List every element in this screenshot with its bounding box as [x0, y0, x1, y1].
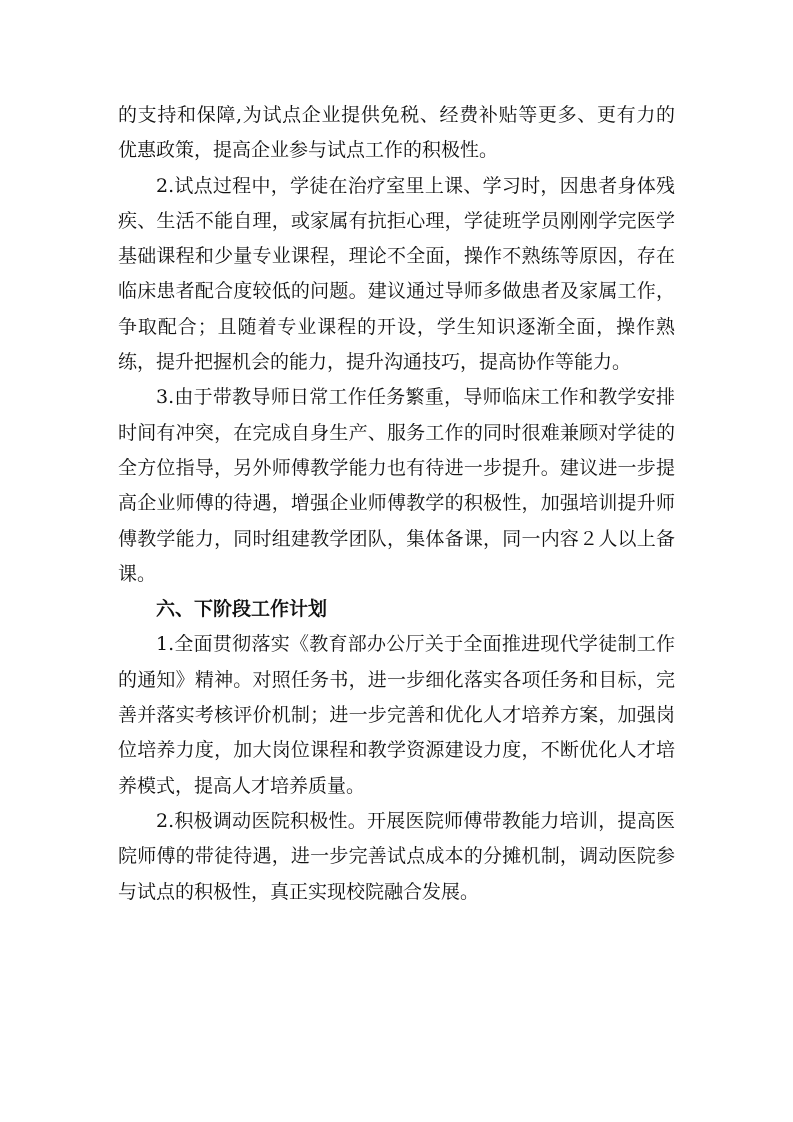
paragraph-continued: 的支持和保障,为试点企业提供免税、经费补贴等更多、更有力的优惠政策，提高企业参与试点工作的积极性。 [118, 104, 675, 162]
paragraph-item-3: 3.由于带教导师日常工作任务繁重，导师临床工作和教学安排时间有冲突，在完成自身生产、服务工作的同时很难兼顾对学徒的全方位指导，另外师傅教学能力也有待进一步提升。建议进一步提高企业师傅的待遇，增强企业师傅教学的积极性，加强培训提升师傅教学能力，同时组建教学团队，集体备课，同一内容２人以上备课。 [118, 386, 675, 585]
paragraph-plan-item-2: 2.积极调动医院积极性。开展医院师傅带教能力培训，提高医院师傅的带徒待遇，进一步完善试点成本的分摊机制，调动医院参与试点的积极性，真正实现校院融合发展。 [118, 809, 675, 903]
paragraph-plan-item-1: 1.全面贯彻落实《教育部办公厅关于全面推进现代学徒制工作的通知》精神。对照任务书，进一步细化落实各项任务和目标，完善并落实考核评价机制；进一步完善和优化人才培养方案，加强岗位培养力度，加大岗位课程和教学资源建设力度，不断优化人才培养模式，提高人才培养质量。 [118, 633, 675, 797]
section-heading-next-phase-plan: 六、下阶段工作计划 [156, 598, 328, 621]
paragraph-item-2: 2.试点过程中，学徒在治疗室里上课、学习时，因患者身体残疾、生活不能自理，或家属有抗拒心理，学徒班学员刚刚学完医学基础课程和少量专业课程，理论不全面，操作不熟练等原因，存在临床患者配合度较低的问题。建议通过导师多做患者及家属工作，争取配合；且随着专业课程的开设，学生知识逐渐全面，操作熟练，提升把握机会的能力，提升沟通技巧，提高协作等能力。 [118, 174, 675, 374]
